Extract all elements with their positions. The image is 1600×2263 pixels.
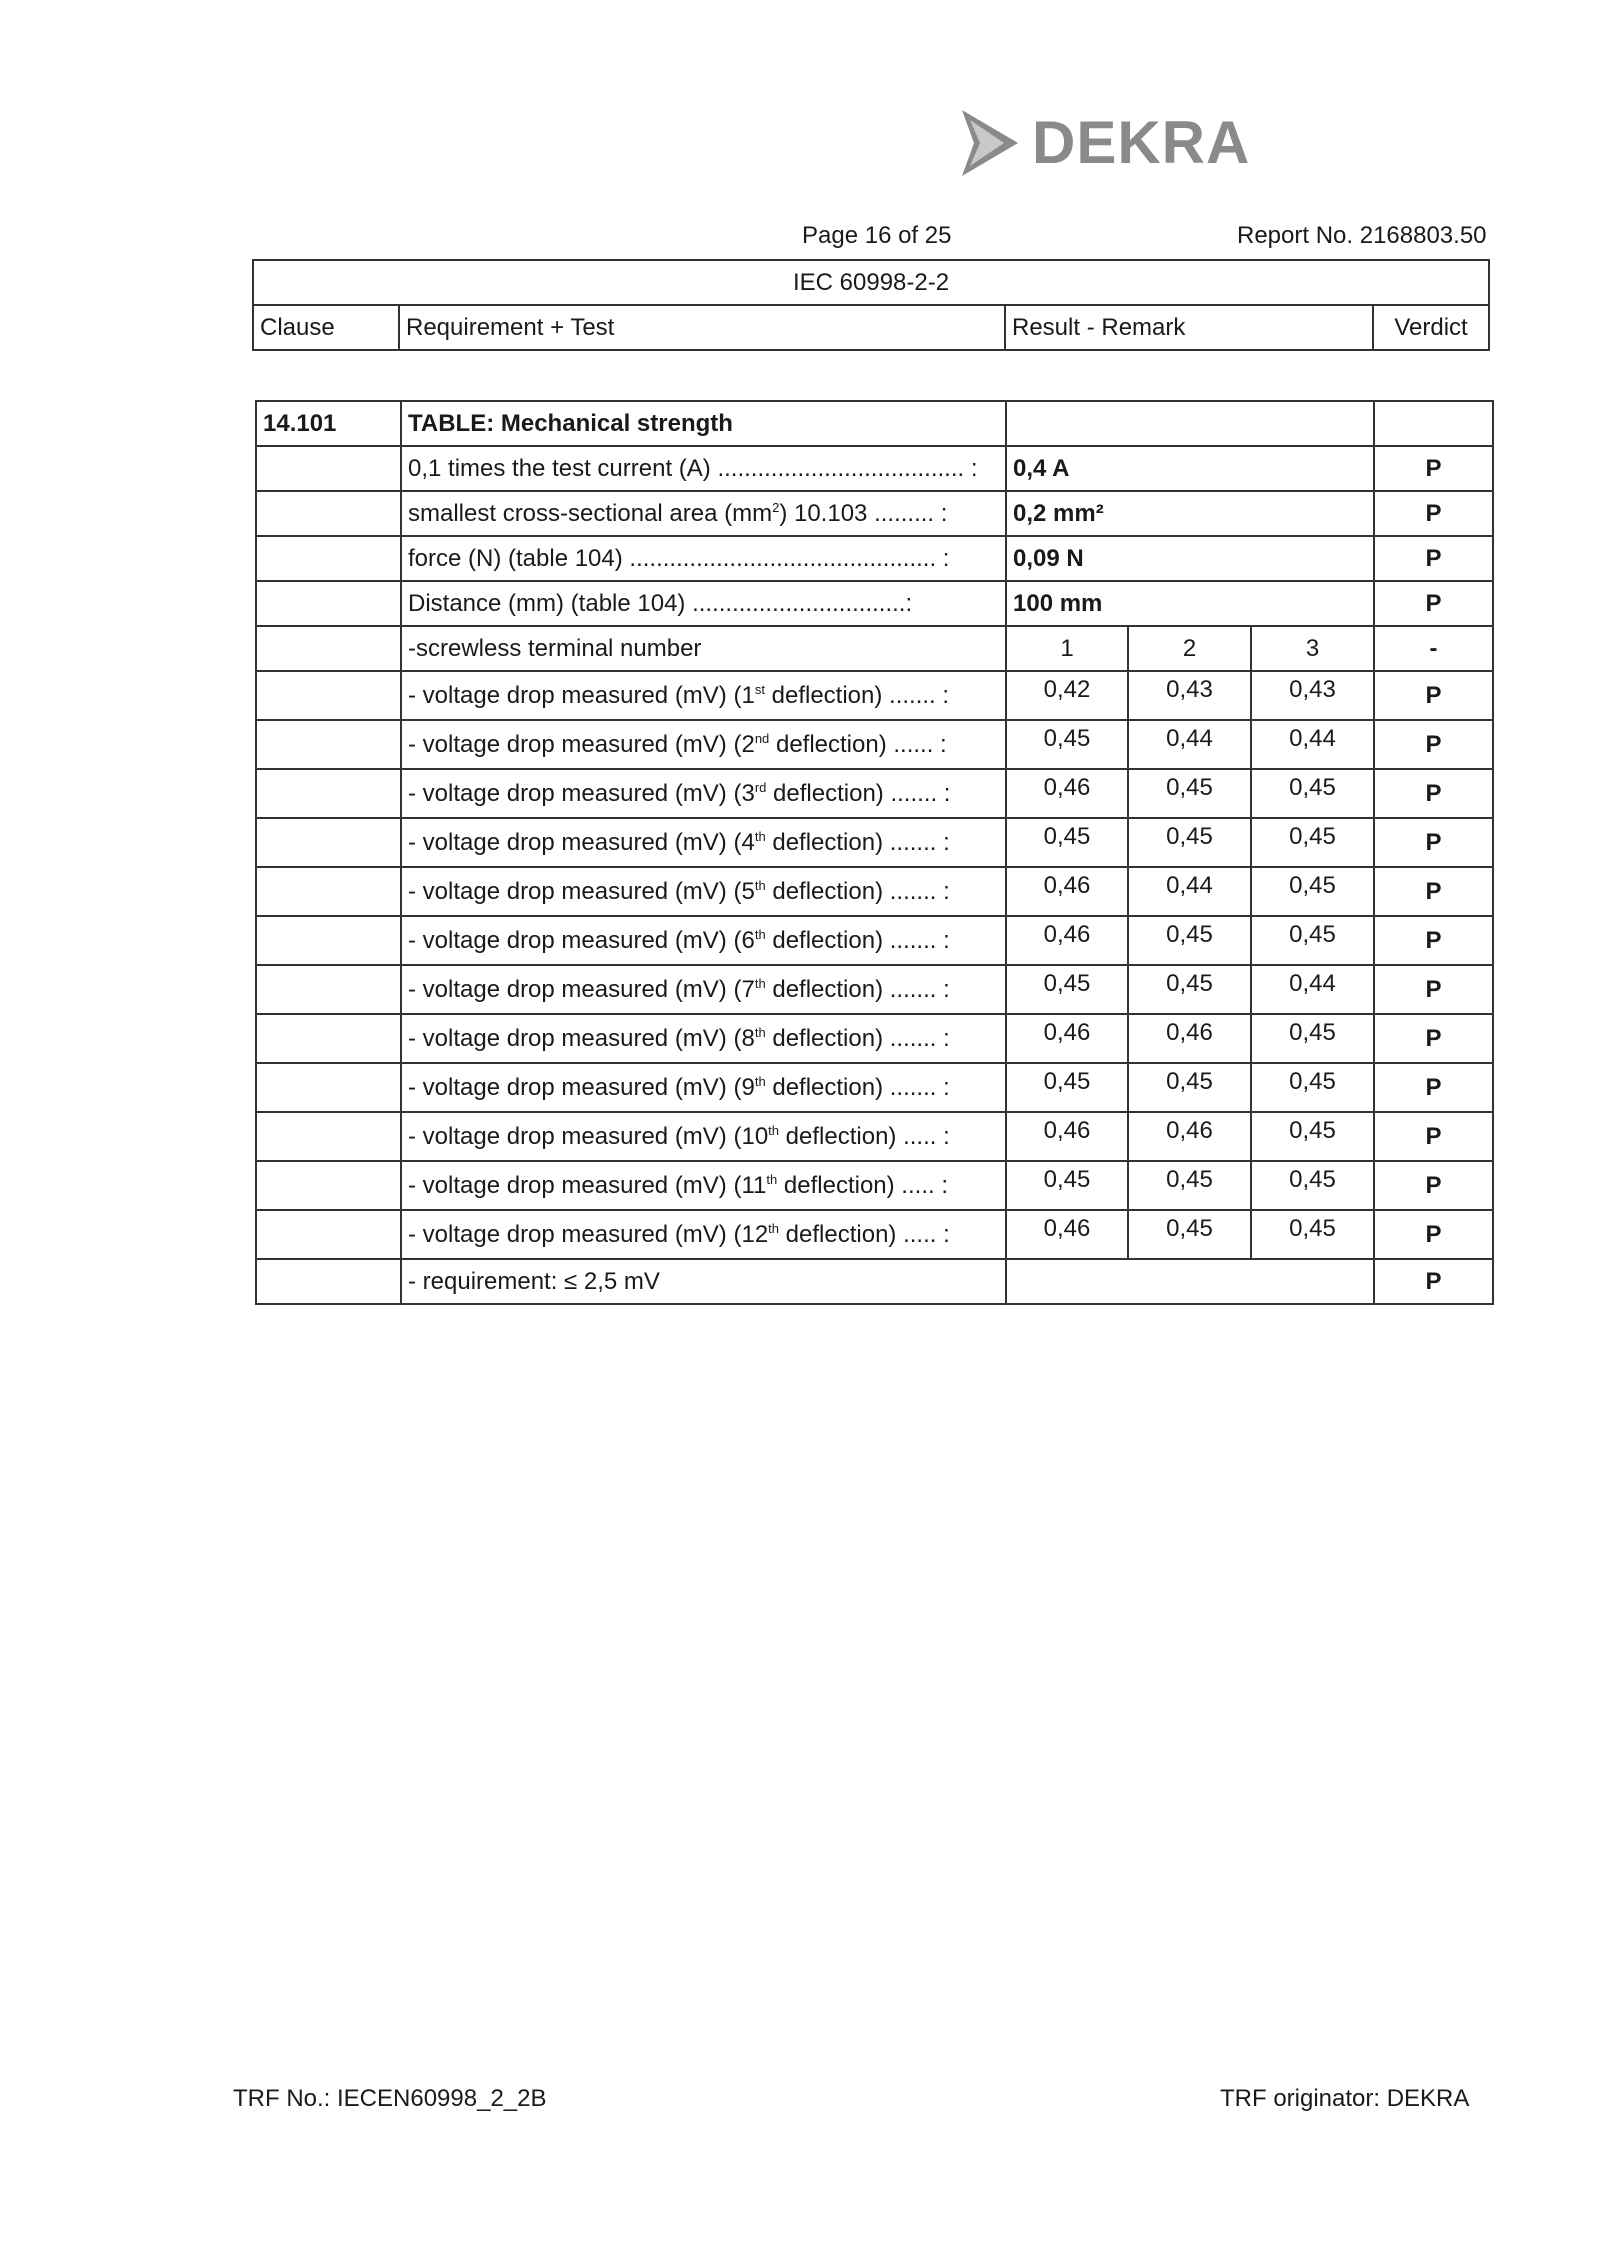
deflection-row — [256, 671, 1493, 720]
voltage-drop-value: 0,44 — [1128, 867, 1251, 916]
voltage-drop-value: 0,46 — [1006, 1112, 1128, 1161]
deflection-row — [256, 769, 1493, 818]
voltage-drop-value: 0,43 — [1128, 671, 1251, 720]
empty-cell — [256, 671, 401, 720]
voltage-drop-value: 0,45 — [1128, 1210, 1251, 1259]
deflection-row — [256, 818, 1493, 867]
voltage-drop-value: 0,45 — [1006, 818, 1128, 867]
voltage-drop-value: 0,43 — [1251, 671, 1374, 720]
voltage-drop-value: 0,45 — [1006, 1161, 1128, 1210]
table-row — [256, 491, 1493, 536]
empty-cell — [256, 1063, 401, 1112]
trf-number: TRF No.: IECEN60998_2_2B — [233, 2085, 547, 2112]
deflection-label — [401, 818, 1006, 867]
table-title-row — [256, 401, 1493, 446]
deflection-label — [401, 769, 1006, 818]
deflection-row — [256, 867, 1493, 916]
voltage-drop-value: 0,44 — [1251, 720, 1374, 769]
clause-number: 14.101 — [256, 401, 401, 446]
voltage-drop-value: 0,45 — [1251, 769, 1374, 818]
deflection-label — [401, 671, 1006, 720]
label-text: Distance (mm) (table 104) ................................: — [408, 589, 913, 617]
label-dots: ...... : — [886, 730, 947, 758]
verdict: P — [1374, 671, 1493, 720]
terminal-label: -screwless terminal number — [401, 626, 1006, 671]
voltage-drop-value: 0,45 — [1128, 1161, 1251, 1210]
label-sup: 2 — [772, 499, 780, 515]
label-prefix: - voltage drop measured (mV) ( — [408, 1024, 742, 1052]
empty-cell — [256, 1210, 401, 1259]
deflection-row — [256, 1112, 1493, 1161]
logo-text: DEKRA — [1032, 109, 1251, 176]
param-value: 100 mm — [1006, 581, 1374, 626]
empty-cell — [256, 916, 401, 965]
voltage-drop-value: 0,44 — [1251, 965, 1374, 1014]
table-title: TABLE: Mechanical strength — [401, 401, 1006, 446]
verdict: P — [1374, 536, 1493, 581]
label-suffix: deflection) — [777, 1171, 895, 1199]
voltage-drop-value: 0,45 — [1251, 818, 1374, 867]
verdict: P — [1374, 867, 1493, 916]
ordinal-suffix: th — [768, 1122, 780, 1138]
param-value: 0,2 mm² — [1006, 491, 1374, 536]
label-prefix: - voltage drop measured (mV) ( — [408, 828, 742, 856]
voltage-drop-value: 0,45 — [1128, 1063, 1251, 1112]
verdict: P — [1374, 1161, 1493, 1210]
label-dots: ....... : — [883, 1073, 950, 1101]
deflection-label — [401, 1112, 1006, 1161]
label-prefix: - voltage drop measured (mV) ( — [408, 926, 742, 954]
deflection-label — [401, 720, 1006, 769]
verdict: P — [1374, 581, 1493, 626]
ordinal-suffix: th — [754, 1024, 766, 1040]
voltage-drop-value: 0,45 — [1128, 916, 1251, 965]
voltage-drop-value: 0,45 — [1006, 720, 1128, 769]
label-dots: ..... : — [896, 1220, 950, 1248]
col-requirement: Requirement + Test — [399, 305, 1005, 350]
label-rest: ) 10.103 ......... : — [779, 499, 948, 527]
ordinal-suffix: th — [768, 1220, 780, 1236]
empty-cell — [256, 769, 401, 818]
verdict: P — [1374, 446, 1493, 491]
deflection-number: 5 — [741, 877, 755, 905]
label-prefix: - voltage drop measured (mV) ( — [408, 1122, 742, 1150]
deflection-row — [256, 1210, 1493, 1259]
ordinal-suffix: th — [754, 975, 766, 991]
voltage-drop-value: 0,46 — [1128, 1014, 1251, 1063]
empty-cell — [256, 626, 401, 671]
label-dots: ....... : — [882, 681, 950, 709]
label-suffix: deflection) — [765, 926, 884, 954]
label-suffix: deflection) — [779, 1220, 897, 1248]
empty-cell — [256, 965, 401, 1014]
verdict: P — [1374, 491, 1493, 536]
voltage-drop-value: 0,45 — [1251, 1210, 1374, 1259]
deflection-number: 12 — [741, 1220, 769, 1248]
empty-cell — [256, 1259, 401, 1304]
verdict: P — [1374, 1014, 1493, 1063]
terminal-number: 3 — [1251, 626, 1374, 671]
ordinal-suffix: rd — [754, 779, 767, 795]
deflection-number: 11 — [741, 1171, 767, 1199]
terminal-number: 1 — [1006, 626, 1128, 671]
col-result: Result - Remark — [1005, 305, 1373, 350]
label-dots: ....... : — [883, 779, 951, 807]
empty-cell — [256, 536, 401, 581]
label-text: force (N) (table 104) .............................................. : — [408, 544, 950, 572]
verdict: P — [1374, 1112, 1493, 1161]
voltage-drop-value: 0,45 — [1251, 916, 1374, 965]
ordinal-suffix: th — [766, 1171, 778, 1187]
voltage-drop-value: 0,46 — [1006, 916, 1128, 965]
deflection-number: 1 — [741, 681, 755, 709]
deflection-label — [401, 1161, 1006, 1210]
label-suffix: deflection) — [779, 1122, 897, 1150]
voltage-drop-value: 0,45 — [1006, 965, 1128, 1014]
label-text: 0,1 times the test current (A) ..................................... : — [408, 454, 978, 482]
empty-cell — [1006, 401, 1374, 446]
voltage-drop-value: 0,45 — [1251, 867, 1374, 916]
label-prefix: - voltage drop measured (mV) ( — [408, 1171, 742, 1199]
label-suffix: deflection) — [765, 828, 884, 856]
ordinal-suffix: st — [754, 681, 765, 697]
label-dots: ..... : — [894, 1171, 948, 1199]
verdict: P — [1374, 916, 1493, 965]
ordinal-suffix: nd — [754, 730, 770, 746]
verdict: P — [1374, 1210, 1493, 1259]
empty-cell — [1006, 1259, 1374, 1304]
label-suffix: deflection) — [765, 1073, 884, 1101]
label-suffix: deflection) — [764, 681, 883, 709]
label-prefix: - voltage drop measured (mV) ( — [408, 730, 742, 758]
empty-cell — [256, 867, 401, 916]
voltage-drop-value: 0,46 — [1006, 769, 1128, 818]
terminal-number: 2 — [1128, 626, 1251, 671]
ordinal-suffix: th — [754, 828, 766, 844]
voltage-drop-value: 0,45 — [1251, 1112, 1374, 1161]
deflection-row — [256, 1014, 1493, 1063]
voltage-drop-value: 0,45 — [1251, 1014, 1374, 1063]
empty-cell — [256, 720, 401, 769]
label-prefix: - voltage drop measured (mV) ( — [408, 779, 742, 807]
label-prefix: - voltage drop measured (mV) ( — [408, 1073, 742, 1101]
trf-originator: TRF originator: DEKRA — [1220, 2085, 1470, 2112]
page-number: Page 16 of 25 — [802, 222, 952, 249]
verdict: - — [1374, 626, 1493, 671]
param-label — [401, 446, 1006, 491]
table-row — [256, 536, 1493, 581]
deflection-label — [401, 1063, 1006, 1112]
table-row — [256, 446, 1493, 491]
requirement-label: - requirement: ≤ 2,5 mV — [401, 1259, 1006, 1304]
verdict: P — [1374, 1063, 1493, 1112]
report-number: Report No. 2168803.50 — [1237, 222, 1487, 249]
label-dots: ....... : — [883, 828, 950, 856]
param-label — [401, 536, 1006, 581]
label-text: smallest cross-sectional area (mm — [408, 499, 773, 527]
ordinal-suffix: th — [754, 926, 766, 942]
label-suffix: deflection) — [765, 877, 884, 905]
param-value: 0,09 N — [1006, 536, 1374, 581]
deflection-label — [401, 867, 1006, 916]
deflection-number: 6 — [741, 926, 755, 954]
label-suffix: deflection) — [765, 1024, 884, 1052]
voltage-drop-value: 0,46 — [1006, 1014, 1128, 1063]
deflection-label — [401, 1014, 1006, 1063]
voltage-drop-value: 0,46 — [1006, 1210, 1128, 1259]
empty-cell — [256, 1161, 401, 1210]
deflection-row — [256, 916, 1493, 965]
voltage-drop-value: 0,45 — [1251, 1161, 1374, 1210]
col-clause: Clause — [253, 305, 399, 350]
empty-cell — [256, 581, 401, 626]
label-prefix: - voltage drop measured (mV) ( — [408, 877, 742, 905]
voltage-drop-value: 0,46 — [1128, 1112, 1251, 1161]
label-suffix: deflection) — [765, 975, 884, 1003]
empty-cell — [256, 491, 401, 536]
deflection-label — [401, 965, 1006, 1014]
ordinal-suffix: th — [754, 877, 766, 893]
label-prefix: - voltage drop measured (mV) ( — [408, 975, 742, 1003]
voltage-drop-value: 0,44 — [1128, 720, 1251, 769]
requirement-row — [256, 1259, 1493, 1304]
label-suffix: deflection) — [769, 730, 887, 758]
terminal-number-row — [256, 626, 1493, 671]
verdict: P — [1374, 965, 1493, 1014]
deflection-label — [401, 1210, 1006, 1259]
dekra-logo — [960, 105, 1260, 180]
label-suffix: deflection) — [766, 779, 884, 807]
voltage-drop-value: 0,45 — [1006, 1063, 1128, 1112]
empty-cell — [256, 446, 401, 491]
param-value: 0,4 A — [1006, 446, 1374, 491]
verdict: P — [1374, 818, 1493, 867]
label-dots: ....... : — [883, 975, 950, 1003]
col-verdict: Verdict — [1373, 305, 1489, 350]
voltage-drop-value: 0,45 — [1128, 965, 1251, 1014]
deflection-row — [256, 1161, 1493, 1210]
deflection-number: 10 — [741, 1122, 769, 1150]
deflection-label — [401, 916, 1006, 965]
mechanical-strength-table — [255, 400, 1494, 1305]
deflection-number: 7 — [741, 975, 755, 1003]
verdict: P — [1374, 720, 1493, 769]
empty-cell — [1374, 401, 1493, 446]
voltage-drop-value: 0,42 — [1006, 671, 1128, 720]
table-row — [256, 581, 1493, 626]
voltage-drop-value: 0,45 — [1128, 769, 1251, 818]
label-prefix: - voltage drop measured (mV) ( — [408, 1220, 742, 1248]
empty-cell — [256, 818, 401, 867]
voltage-drop-value: 0,45 — [1128, 818, 1251, 867]
param-label — [401, 581, 1006, 626]
standard-title: IEC 60998-2-2 — [253, 260, 1489, 305]
deflection-number: 2 — [741, 730, 755, 758]
deflection-row — [256, 1063, 1493, 1112]
label-prefix: - voltage drop measured (mV) ( — [408, 681, 742, 709]
param-label — [401, 491, 1006, 536]
deflection-number: 4 — [741, 828, 755, 856]
label-dots: ....... : — [883, 877, 950, 905]
dekra-arrow-icon — [960, 108, 1020, 178]
verdict: P — [1374, 1259, 1493, 1304]
deflection-number: 3 — [741, 779, 755, 807]
label-dots: ....... : — [883, 1024, 950, 1052]
deflection-number: 8 — [741, 1024, 755, 1052]
voltage-drop-value: 0,46 — [1006, 867, 1128, 916]
label-dots: ..... : — [896, 1122, 950, 1150]
deflection-row — [256, 965, 1493, 1014]
empty-cell — [256, 1112, 401, 1161]
voltage-drop-value: 0,45 — [1251, 1063, 1374, 1112]
page-header-table — [252, 259, 1490, 351]
empty-cell — [256, 1014, 401, 1063]
deflection-number: 9 — [741, 1073, 755, 1101]
ordinal-suffix: th — [754, 1073, 766, 1089]
verdict: P — [1374, 769, 1493, 818]
label-dots: ....... : — [883, 926, 950, 954]
deflection-row — [256, 720, 1493, 769]
